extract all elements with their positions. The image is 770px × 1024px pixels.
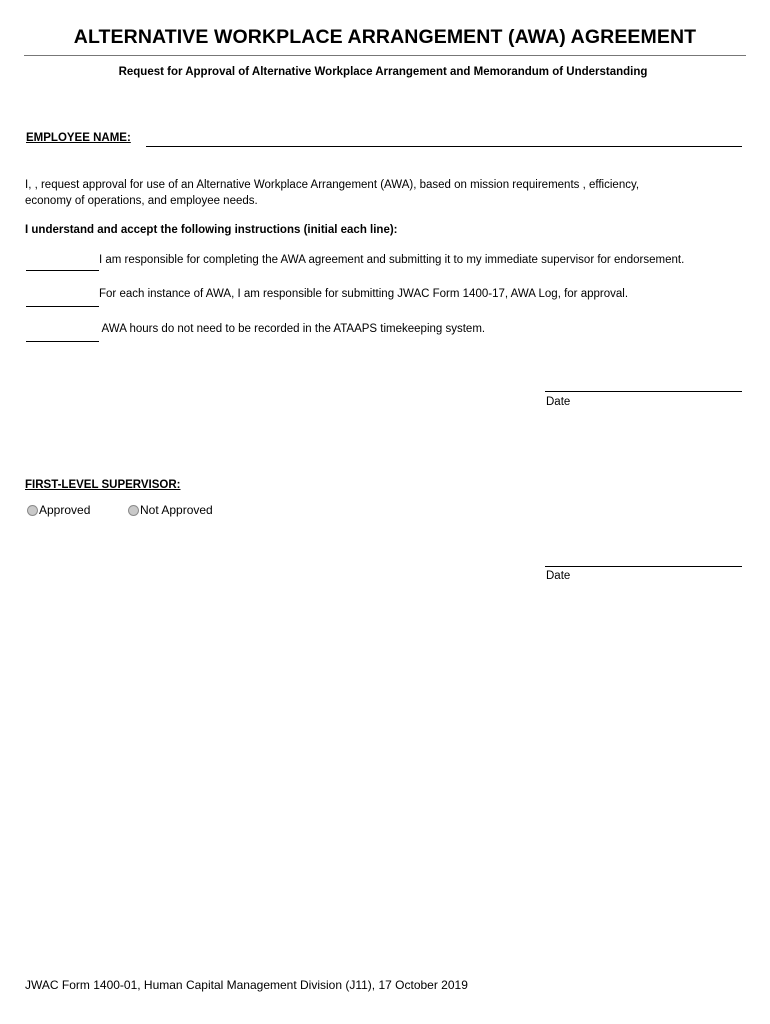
- not-approved-option[interactable]: [128, 503, 213, 517]
- instructions-heading: I understand and accept the following instructions (initial each line):: [25, 224, 398, 236]
- request-text-line-2: economy of operations, and employee needs.: [25, 195, 258, 207]
- initial-field-1[interactable]: [26, 270, 99, 271]
- supervisor-date-label: Date: [546, 570, 571, 582]
- instruction-1: I am responsible for completing the AWA agreement and submitting it to my immediate supervisor for endorsement.: [99, 254, 685, 266]
- request-text-line-1: I, , request approval for use of an Alternative Workplace Arrangement (AWA), based on mission requirements , efficiency,: [25, 179, 640, 191]
- request-paragraph: [25, 177, 725, 209]
- supervisor-date-field[interactable]: [545, 566, 742, 567]
- employee-date-label: Date: [546, 396, 571, 408]
- form-footer: JWAC Form 1400-01, Human Capital Management Division (J11), 17 October 2019: [25, 978, 468, 992]
- instruction-2: For each instance of AWA, I am responsible for submitting JWAC Form 1400-17, AWA Log, for approval.: [99, 288, 629, 300]
- not-approved-label: Not Approved: [140, 503, 213, 517]
- instruction-3: AWA hours do not need to be recorded in the ATAAPS timekeeping system.: [99, 323, 486, 335]
- form-subtitle: Request for Approval of Alternative Workplace Arrangement and Memorandum of Understanding: [118, 66, 648, 78]
- not-approved-radio[interactable]: [128, 505, 139, 516]
- initial-field-2[interactable]: [26, 306, 99, 307]
- employee-date-field[interactable]: [545, 391, 742, 392]
- approved-radio[interactable]: [27, 505, 38, 516]
- supervisor-label: FIRST-LEVEL SUPERVISOR:: [25, 479, 181, 491]
- approved-label: Approved: [39, 503, 91, 517]
- employee-name-label: EMPLOYEE NAME:: [26, 132, 131, 144]
- approved-option[interactable]: [27, 503, 90, 517]
- employee-name-field[interactable]: [146, 146, 742, 147]
- form-title: ALTERNATIVE WORKPLACE ARRANGEMENT (AWA) AGREEMENT: [73, 26, 697, 48]
- initial-field-3[interactable]: [26, 341, 99, 342]
- title-divider: [24, 55, 746, 56]
